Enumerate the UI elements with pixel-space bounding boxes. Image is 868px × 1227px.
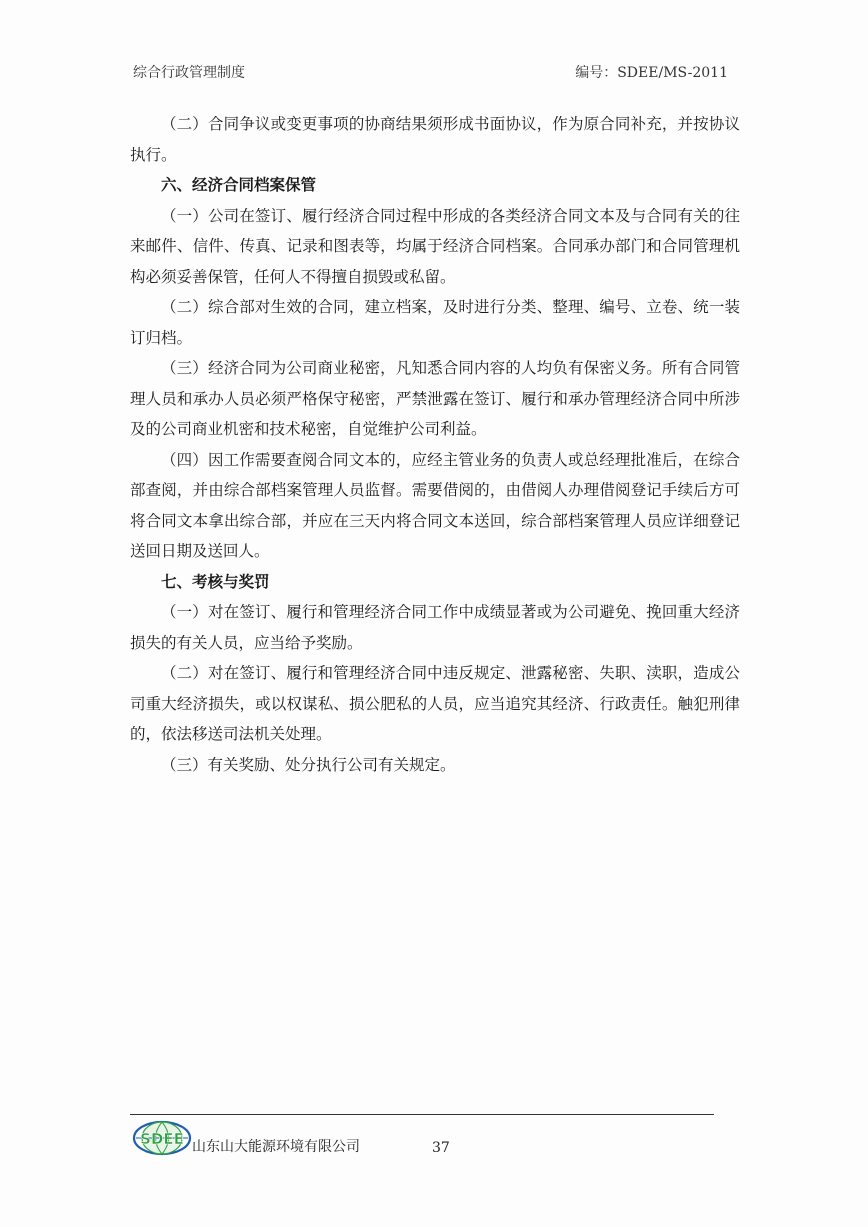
paragraph: （三）有关奖励、处分执行公司有关规定。 (161, 755, 456, 774)
company-logo-icon (131, 1118, 197, 1158)
section-heading: 七、考核与奖罚 (161, 571, 270, 591)
company-name: 山东山大能源环境有限公司 (192, 1139, 360, 1155)
paragraph: （二）合同争议或变更事项的协商结果须形成书面协议，作为原合同补充，并按协议执行。 (130, 115, 740, 164)
document-body (130, 109, 740, 780)
paragraph: （三）经济合同为公司商业秘密，凡知悉合同内容的人均负有保密义务。所有合同管理人员和承办人员必须严格保守秘密，严禁泄露在签订、履行和承办管理经济合同中所涉及的公司商业机密和技术秘密，自觉维护公司利益。 (130, 359, 740, 438)
paragraph: （二）对在签订、履行和管理经济合同中违反规定、泄露秘密、失职、渎职，造成公司重大经济损失，或以权谋私、损公肥私的人员，应当追究其经济、行政责任。触犯刑律的，依法移送司法机关处理。 (130, 664, 740, 743)
paragraph: （一）公司在签订、履行经济合同过程中形成的各类经济合同文本及与合同有关的往来邮件、信件、传真、记录和图表等，均属于经济合同档案。合同承办部门和合同管理机构必须妥善保管，任何人不得擅自损毁或私留。 (130, 206, 740, 286)
paragraph: （一）对在签订、履行和管理经济合同工作中成绩显著或为公司避免、挽回重大经济损失的有关人员，应当给予奖励。 (130, 603, 740, 652)
section-heading: 六、经济合同档案保管 (161, 175, 317, 194)
header-title: 综合行政管理制度 (133, 65, 245, 81)
page-number: 37 (432, 1140, 450, 1156)
paragraph: （四）因工作需要查阅合同文本的，应经主管业务的负责人或总经理批准后，在综合部查阅，并由综合部档案管理人员监督。需要借阅的，由借阅人办理借阅登记手续后方可将合同文本拿出综合部，并应在三天内将合同文本送回，综合部档案管理人员应详细登记送回日期及送回人。 (130, 450, 740, 560)
header-doc-number: 编号：SDEE/MS-2011 (575, 65, 728, 81)
footer-divider (130, 1114, 714, 1115)
paragraph: （二）综合部对生效的合同，建立档案，及时进行分类、整理、编号、立卷、统一装订归档。 (130, 298, 740, 347)
logo-letters: SDEE (140, 1130, 184, 1148)
